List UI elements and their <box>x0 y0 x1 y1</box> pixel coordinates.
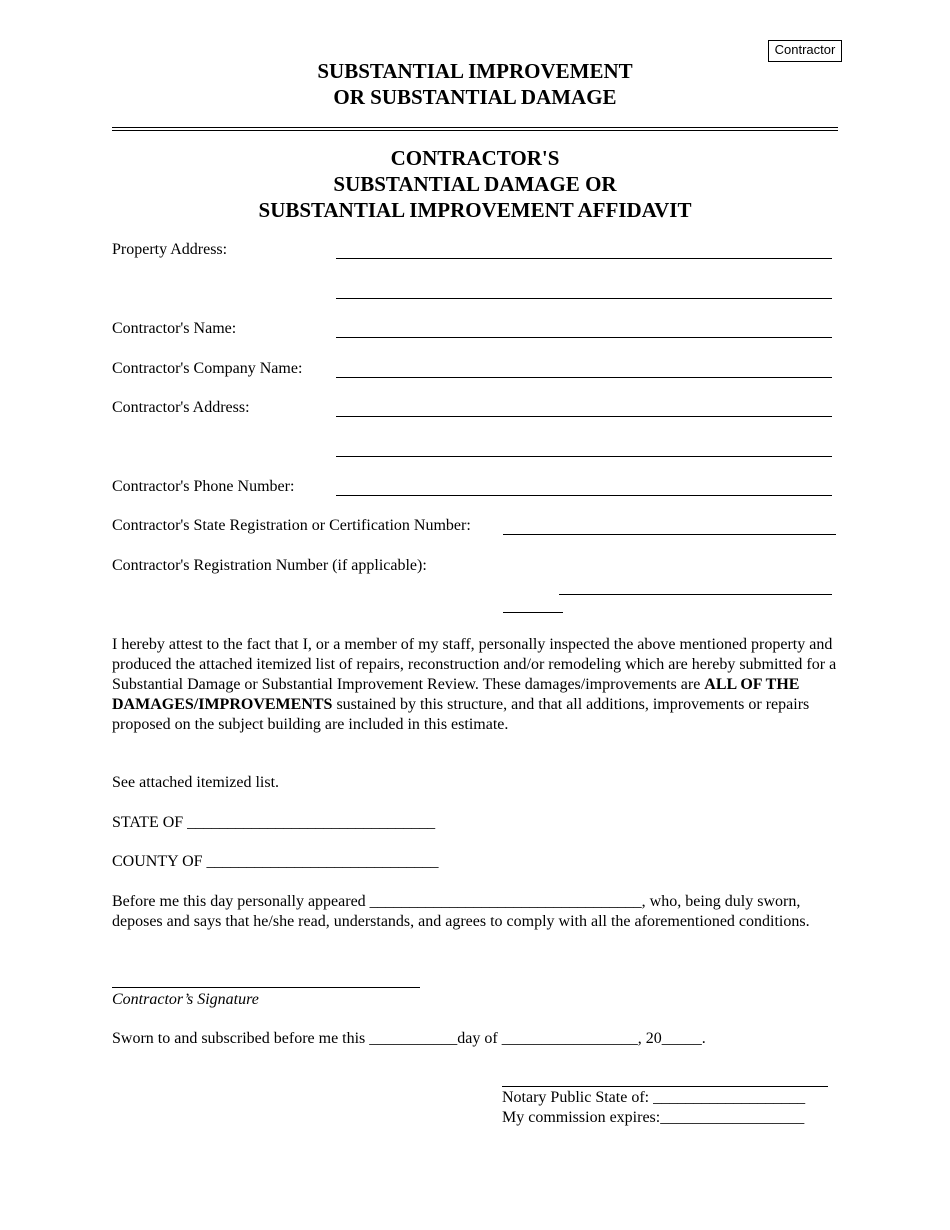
contractor-address-label: Contractor's Address: <box>112 399 250 416</box>
form-title-line2: SUBSTANTIAL DAMAGE OR <box>333 172 617 196</box>
state-registration-line[interactable] <box>503 534 836 535</box>
form-title-line1: CONTRACTOR'S <box>390 146 560 170</box>
attest-text-before: I hereby attest to the fact that I, or a member of my staff, personally inspected the above mentioned property and produced the attached itemized list of repairs, reconstruction and/or remodeling which are hereby submitted for a Substantial Damage or Substantial Improvement Review. These damages/improvements are <box>112 636 837 693</box>
attest-text-after: sustained by this structure, and that all additions, improvements or repairs proposed on the subject building are included in this estimate. <box>112 696 810 733</box>
header-title-line2: OR SUBSTANTIAL DAMAGE <box>333 85 617 109</box>
registration-number-line[interactable] <box>559 594 832 595</box>
contractor-name-label: Contractor's Name: <box>112 320 237 337</box>
county-of-field[interactable]: COUNTY OF _____________________________ <box>112 853 439 870</box>
sworn-statement[interactable]: Sworn to and subscribed before me this ___________day of _________________, 20_____. <box>112 1030 706 1047</box>
see-attached-text: See attached itemized list. <box>112 774 280 791</box>
signature-line[interactable] <box>112 987 420 988</box>
attestation-paragraph <box>112 635 838 735</box>
notary-commission-field[interactable]: My commission expires:__________________ <box>502 1109 805 1126</box>
contractor-name-line[interactable] <box>336 337 832 338</box>
appeared-paragraph: Before me this day personally appeared __________________________________, who, being duly sworn, deposes and says that he/she read, understands, and agrees to comply with all the aforementioned conditions. <box>112 893 810 930</box>
contractor-tag: Contractor <box>768 40 842 62</box>
phone-line[interactable] <box>336 495 832 496</box>
property-address-line-2[interactable] <box>336 298 832 299</box>
contractor-address-line-1[interactable] <box>336 416 832 417</box>
company-name-line[interactable] <box>336 377 832 378</box>
notary-signature-line[interactable] <box>502 1086 828 1087</box>
notary-state-field[interactable]: Notary Public State of: ___________________ <box>502 1089 806 1106</box>
property-address-label: Property Address: <box>112 241 228 258</box>
company-name-label: Contractor's Company Name: <box>112 360 303 377</box>
signature-label: Contractor’s Signature <box>112 991 259 1008</box>
divider-bottom <box>112 130 838 131</box>
form-title-line3: SUBSTANTIAL IMPROVEMENT AFFIDAVIT <box>258 198 692 222</box>
header-title-line1: SUBSTANTIAL IMPROVEMENT <box>317 59 633 83</box>
state-of-field[interactable]: STATE OF _______________________________ <box>112 814 436 831</box>
divider-top <box>112 127 838 128</box>
state-registration-label: Contractor's State Registration or Certification Number: <box>112 517 471 534</box>
contractor-address-line-2[interactable] <box>336 456 832 457</box>
property-address-line-1[interactable] <box>336 258 832 259</box>
registration-number-label: Contractor's Registration Number (if applicable): <box>112 557 427 574</box>
registration-number-line-extra[interactable] <box>503 612 563 613</box>
attest-text-bold: ALL OF THE DAMAGES/IMPROVEMENTS <box>112 676 800 713</box>
phone-label: Contractor's Phone Number: <box>112 478 295 495</box>
